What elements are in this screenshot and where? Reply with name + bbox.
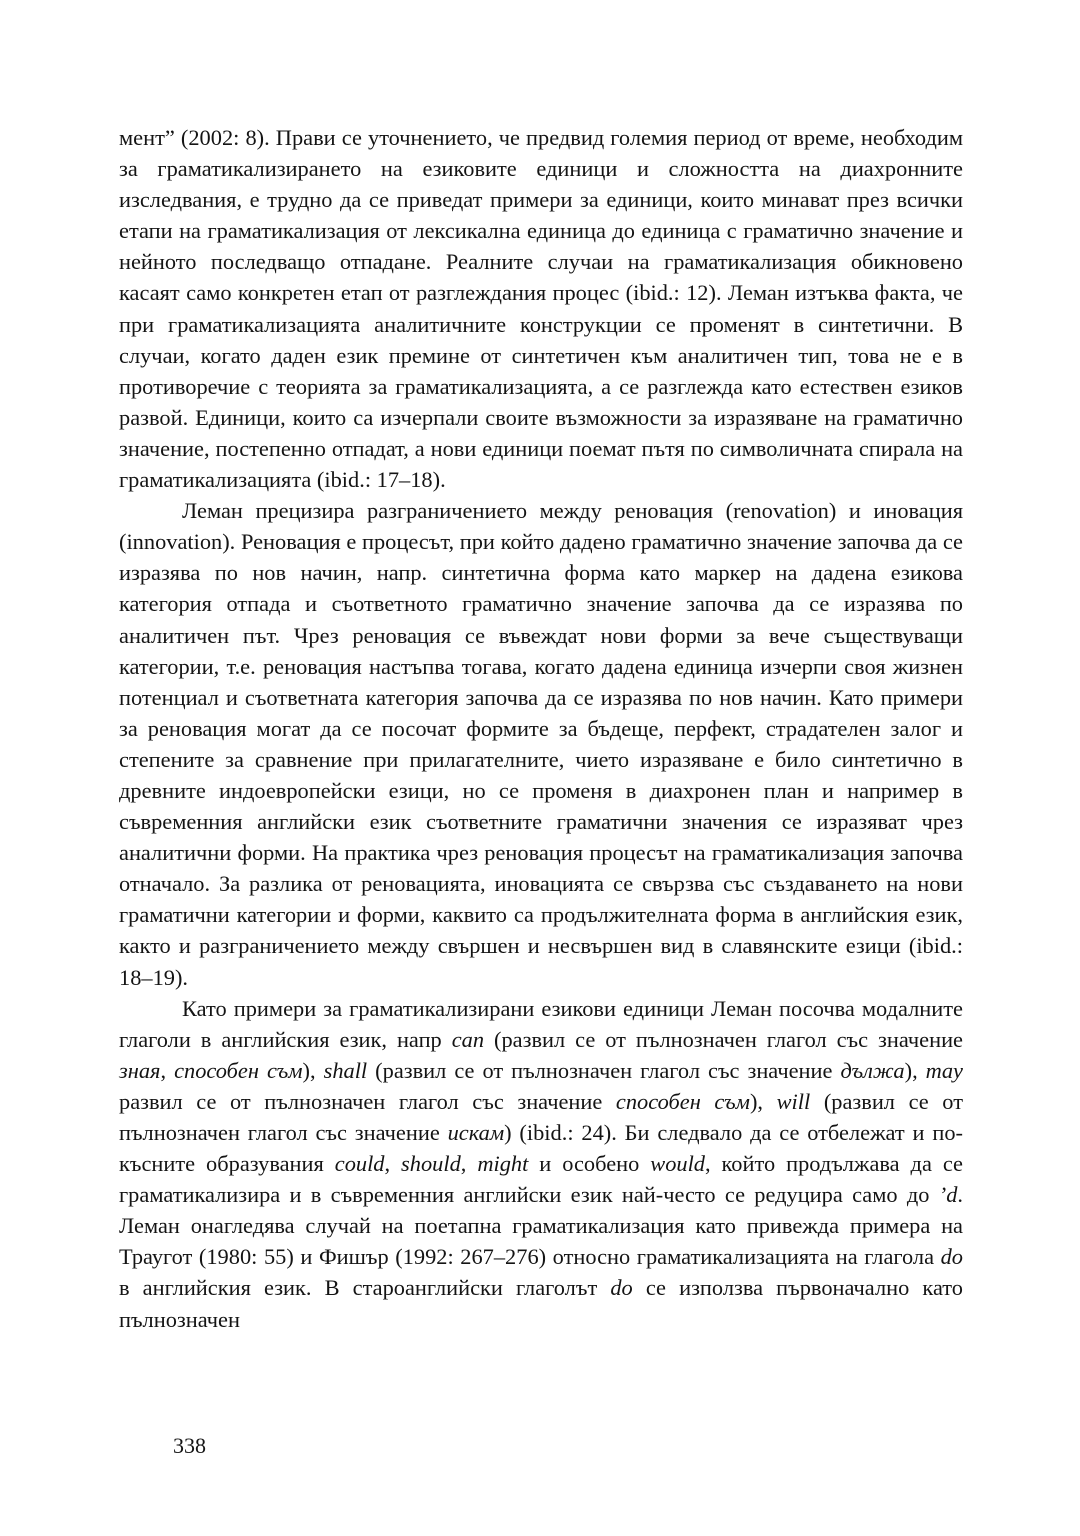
text-run: мент” (2002: 8). Прави се уточнението, че предвид големия период от време, необходим за граматикализирането на езиковите единици и сложността на диахронните изследвания, е трудно да се приведат примери за единици, които минават през всички етапи на граматикализация от лексикална единица до единица с граматично значение и нейното последващо отпадане. Реалните случаи на граматикализация обикновено касаят само конкретен етап от разглеждания процес (ibid.: 12). Леман изтъква факта, че при граматикализацията аналитичните конструкции се променят в синтетични. В случаи, когато даден език премине от синтетичен към аналитичен тип, това не е в противоречие с теорията за граматикализацията, а се разглежда като естествен езиков развой. Единици, които са изчерпали своите възможности за изразяване на граматично значение, постепенно отпадат, а нови единици поемат пътя по символичната спирала на граматикализацията (ibid.: 17–18).: [119, 125, 963, 493]
italic-term: might: [477, 1151, 529, 1177]
text-run: ),: [749, 1088, 777, 1114]
italic-term: способен съм: [174, 1057, 303, 1083]
text-run: ,: [384, 1151, 402, 1177]
text-run: се използва първоначално като пълнозначен: [119, 1275, 963, 1332]
body-text: [119, 122, 963, 1335]
text-run: , който продължава да се граматикализира и в съвременния английски език най-често се редуцира само до: [119, 1151, 963, 1208]
italic-term: could: [334, 1151, 385, 1177]
text-run: ,: [460, 1151, 478, 1177]
italic-term: способен съм: [615, 1088, 750, 1114]
italic-term: shall: [323, 1057, 368, 1083]
text-run: ),: [904, 1057, 926, 1083]
paragraph: [119, 993, 963, 1335]
italic-term: can: [451, 1026, 485, 1052]
italic-term: may: [925, 1057, 963, 1083]
text-run: ) (ibid.: 24). Би следвало да се отбележат и по-късните образувания: [119, 1120, 963, 1177]
italic-term: would: [650, 1151, 706, 1177]
italic-term: do: [940, 1244, 963, 1270]
italic-term: ’d: [938, 1182, 958, 1208]
paragraph: [119, 122, 963, 495]
text-run: (развил се от пълнозначен глагол със значение: [119, 1088, 963, 1145]
italic-term: do: [610, 1275, 633, 1301]
text-run: (развил се от пълнозначен глагол със значение: [484, 1026, 963, 1052]
text-run: и особено: [528, 1151, 651, 1177]
paragraph: [119, 495, 963, 993]
italic-term: дължа: [840, 1057, 905, 1083]
text-run: развил се от пълнозначен глагол със значение: [119, 1088, 616, 1114]
italic-term: should: [401, 1151, 461, 1177]
text-run: ,: [160, 1057, 175, 1083]
text-run: . Леман онагледява случай на поетапна граматикализация като привежда примера на Траугот (1980: 55) и Фишър (1992: 267–276) относно граматикализацията на глагола: [119, 1182, 963, 1270]
page-number: 338: [173, 1433, 206, 1458]
text-run: ),: [302, 1057, 324, 1083]
text-run: Леман прецизира разграничението между реновация (renovation) и иновация (innovation). Реновация е процесът, при който дадено граматично значение започва да се изразява по нов начин, напр. синтетична форма като маркер на дадена езикова категория отпада и съответното граматично значение започва да се изразява по аналитичен път. Чрез реновация се въвеждат нови форми за вече съществуващи категории, т.е. реновация настъпва тогава, когато дадена единица изчерпи своя жизнен потенциал и съответната категория започва да се изразява по нов начин. Като примери за реновация могат да се посочат формите за бъдеще, перфект, страдателен залог и степените за сравнение при прилагателните, чието изразяване е било синтетично в древните индоевропейски езици, но се променя в диахронен план и например в съвременния английски език съответните граматични значения се изразяват чрез аналитични форми. На практика чрез реновация процесът на граматикализация започва отначало. За разлика от реновацията, иновацията се свързва със създаването на нови граматични категории и форми, каквито са продължителната форма в английския език, както и разграничението между свършен и несвършен вид в славянските езици (ibid.: 18–19).: [119, 498, 963, 990]
text-run: Като примери за граматикализирани езикови единици Леман посочва модалните глаголи в английския език, напр: [119, 995, 963, 1052]
italic-term: искам: [447, 1120, 505, 1145]
text-run: в английския език. В староанглийски глаголът: [119, 1275, 611, 1301]
text-run: (развил се от пълнозначен глагол със значение: [367, 1057, 841, 1083]
italic-term: зная: [119, 1057, 161, 1083]
italic-term: will: [776, 1088, 811, 1114]
